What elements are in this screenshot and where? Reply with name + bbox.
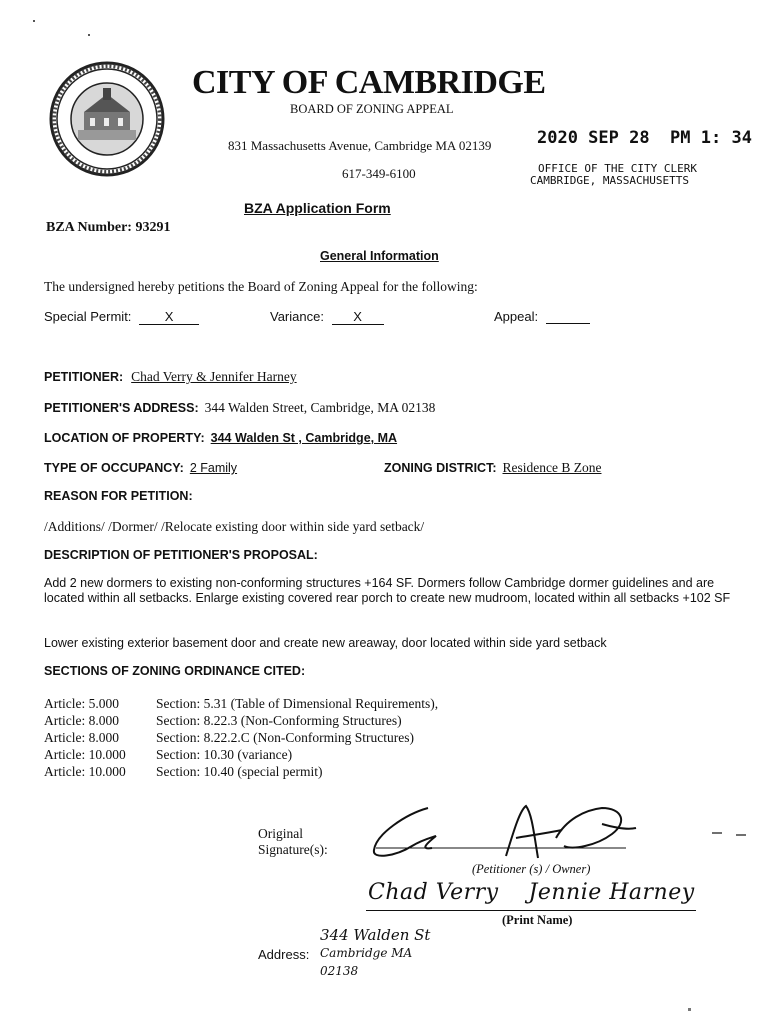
- article-cell: Article: 10.000: [44, 747, 126, 762]
- reason-label: REASON FOR PETITION:: [44, 489, 193, 503]
- address-line3: 02138: [320, 964, 359, 978]
- city-seal: [48, 60, 166, 178]
- appeal-value: [546, 309, 590, 324]
- appeal-label: Appeal:: [494, 309, 539, 324]
- section-title: General Information: [320, 249, 439, 263]
- received-stamp-datetime: 2020 SEP 28 PM 1: 34: [537, 128, 752, 148]
- table-row: [44, 764, 438, 781]
- occupancy-label: TYPE OF OCCUPANCY:: [44, 461, 184, 475]
- section-cell: Section: 8.22.3 (Non-Conforming Structures): [156, 713, 402, 728]
- petitioner-address-value: 344 Walden Street, Cambridge, MA 02138: [204, 400, 436, 415]
- article-cell: Article: 10.000: [44, 764, 126, 779]
- board-phone: 617-349-6100: [342, 166, 416, 181]
- petitioner-address-label: PETITIONER'S ADDRESS:: [44, 401, 199, 415]
- petition-intro: The undersigned hereby petitions the Board of Zoning Appeal for the following:: [44, 279, 478, 294]
- variance-label: Variance:: [270, 309, 324, 324]
- address-label: Address:: [258, 947, 310, 962]
- petitioner-owner-caption: (Petitioner (s) / Owner): [472, 862, 591, 876]
- clerk-office-line2: CAMBRIDGE, MASSACHUSETTS: [530, 174, 689, 187]
- location-value: 344 Walden St , Cambridge, MA: [210, 431, 398, 445]
- reason-value: /Additions/ /Dormer/ /Relocate existing door within side yard setback/: [44, 519, 425, 534]
- description-paragraph-1: Add 2 new dormers to existing non-conforming structures +164 SF. Dormers follow Cambridge dormer guidelines and are located within all setbacks. Enlarge existing covered rear porch to create new mudroom, located within all setbacks +102 SF: [44, 576, 731, 605]
- handwritten-signature: [366, 800, 666, 866]
- zoning-label: ZONING DISTRICT:: [384, 461, 497, 475]
- article-cell: Article: 8.000: [44, 713, 119, 728]
- section-cell: Section: 5.31 (Table of Dimensional Requirements),: [156, 696, 439, 711]
- special-permit-label: Special Permit:: [44, 309, 132, 324]
- petitioner-label: PETITIONER:: [44, 370, 124, 384]
- board-address: 831 Massachusetts Avenue, Cambridge MA 02139: [228, 138, 492, 153]
- original-label-line2: Signature(s):: [258, 842, 328, 857]
- appeal-field: [494, 309, 590, 324]
- occupancy-row: [44, 459, 237, 477]
- table-row: [44, 696, 438, 713]
- petitioner-value: Chad Verry & Jennifer Harney: [131, 369, 297, 384]
- special-permit-value: X: [139, 309, 199, 325]
- address-line2: Cambridge MA: [320, 946, 413, 960]
- ordinance-table: [44, 696, 438, 781]
- section-cell: Section: 8.22.2.C (Non-Conforming Structures): [156, 730, 414, 745]
- description-paragraph-2: Lower existing exterior basement door and create new areaway, door located within side yard setback: [44, 636, 607, 650]
- stray-mark: [712, 824, 748, 842]
- original-signature-label: [258, 826, 328, 858]
- address-handwritten: [320, 926, 430, 980]
- print-name-caption: (Print Name): [502, 913, 573, 927]
- scan-speck: [688, 1008, 691, 1011]
- address-line1: 344 Walden St: [320, 926, 431, 944]
- printed-names-handwritten: Chad Verry Jennie Harney: [368, 880, 695, 905]
- variance-value: X: [332, 309, 384, 325]
- board-name: BOARD OF ZONING APPEAL: [290, 102, 454, 116]
- special-permit-field: [44, 309, 199, 325]
- table-row: [44, 730, 438, 747]
- section-cell: Section: 10.30 (variance): [156, 747, 293, 762]
- article-cell: Article: 8.000: [44, 730, 119, 745]
- table-row: [44, 747, 438, 764]
- ordinance-label: SECTIONS OF ZONING ORDINANCE CITED:: [44, 664, 306, 678]
- occupancy-value: 2 Family: [189, 461, 238, 475]
- form-title: BZA Application Form: [244, 200, 391, 216]
- article-cell: Article: 5.000: [44, 696, 119, 711]
- variance-field: [270, 309, 384, 325]
- scan-speck: [33, 20, 35, 22]
- print-name-line: [366, 910, 696, 911]
- table-row: [44, 713, 438, 730]
- original-label-line1: Original: [258, 826, 303, 841]
- location-label: LOCATION OF PROPERTY:: [44, 431, 205, 445]
- bza-number: [46, 220, 170, 236]
- bza-number-value: 93291: [135, 220, 171, 235]
- city-title: CITY OF CAMBRIDGE: [192, 64, 546, 101]
- bza-number-label: BZA Number:: [46, 220, 132, 235]
- scan-speck: [88, 34, 90, 36]
- zoning-value: Residence B Zone: [502, 460, 602, 475]
- zoning-row: [384, 459, 601, 477]
- location-row: [44, 429, 397, 447]
- section-cell: Section: 10.40 (special permit): [156, 764, 323, 779]
- petitioner-row: [44, 368, 297, 386]
- petitioner-address-row: [44, 399, 435, 417]
- clerk-office-line1: OFFICE OF THE CITY CLERK: [538, 162, 697, 175]
- description-label: DESCRIPTION OF PETITIONER'S PROPOSAL:: [44, 548, 318, 562]
